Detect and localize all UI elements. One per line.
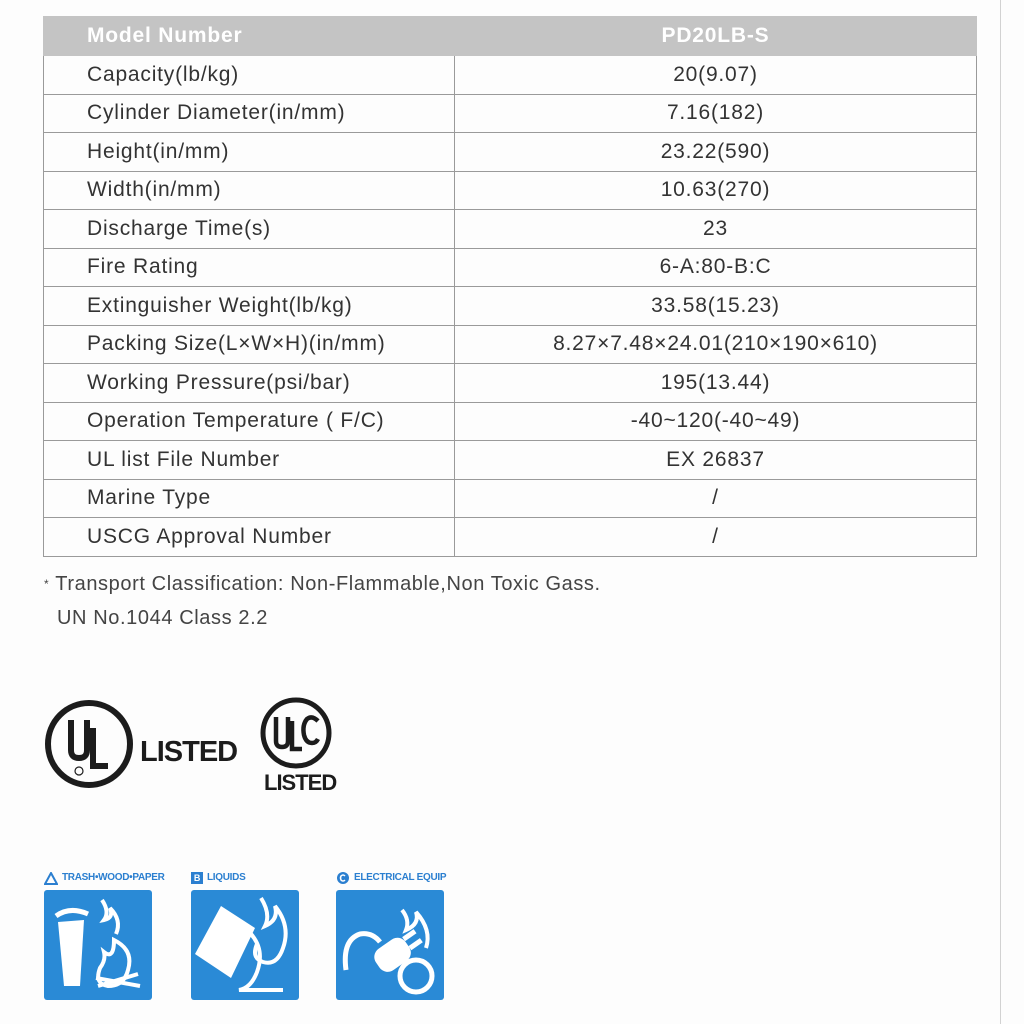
table-header-row	[44, 17, 977, 56]
row-label: Cylinder Diameter(in/mm)	[44, 94, 455, 133]
ulc-circle-icon	[258, 697, 334, 771]
row-value: /	[455, 518, 977, 557]
fire-class-a	[44, 870, 165, 1000]
table-row	[44, 56, 977, 95]
note-line-1	[44, 567, 601, 601]
row-value: 8.27×7.48×24.01(210×190×610)	[455, 325, 977, 364]
trash-wood-paper-icon	[44, 890, 152, 1000]
row-label: Packing Size(L×W×H)(in/mm)	[44, 325, 455, 364]
table-row	[44, 441, 977, 480]
row-value: 10.63(270)	[455, 171, 977, 210]
table-row	[44, 287, 977, 326]
table-row	[44, 364, 977, 403]
table-row	[44, 402, 977, 441]
ul-listed-logo	[44, 698, 238, 795]
row-value: 6-A:80-B:C	[455, 248, 977, 287]
ul-listed-text: LISTED	[140, 736, 238, 768]
note-marker: *	[44, 577, 50, 591]
note-text-1: Transport Classification: Non-Flammable,Non Toxic Gass.	[55, 573, 601, 595]
table-row	[44, 210, 977, 249]
fire-class-b-caption: LIQUIDS	[207, 872, 246, 883]
row-value: 33.58(15.23)	[455, 287, 977, 326]
header-label: Model Number	[44, 17, 455, 56]
ulc-listed-text: LISTED	[264, 770, 337, 795]
row-label: Extinguisher Weight(lb/kg)	[44, 287, 455, 326]
row-label: Height(in/mm)	[44, 133, 455, 172]
row-value: EX 26837	[455, 441, 977, 480]
fire-class-c-caption: ELECTRICAL EQUIP	[354, 872, 447, 883]
ul-circle-icon	[44, 698, 134, 790]
row-label: Capacity(lb/kg)	[44, 56, 455, 95]
row-label: Operation Temperature ( F/C)	[44, 402, 455, 441]
table-row	[44, 133, 977, 172]
ulc-listed-logo	[258, 697, 337, 795]
table-row	[44, 248, 977, 287]
row-value: -40~120(-40~49)	[455, 402, 977, 441]
transport-note	[44, 567, 601, 635]
fire-class-c	[336, 870, 446, 1000]
row-value: 7.16(182)	[455, 94, 977, 133]
row-label: Discharge Time(s)	[44, 210, 455, 249]
table-row	[44, 171, 977, 210]
circle-c-icon	[336, 871, 350, 885]
table-row	[44, 325, 977, 364]
liquids-icon	[191, 890, 299, 1000]
row-value: 195(13.44)	[455, 364, 977, 403]
fire-class-b	[191, 870, 299, 1000]
row-label: Marine Type	[44, 479, 455, 518]
fire-class-a-caption: TRASH•WOOD•PAPER	[62, 872, 165, 883]
row-label: Fire Rating	[44, 248, 455, 287]
page-edge-rule	[1000, 0, 1001, 1024]
row-label: USCG Approval Number	[44, 518, 455, 557]
electrical-equip-icon	[336, 890, 444, 1000]
header-model-value: PD20LB-S	[455, 17, 977, 56]
row-value: 20(9.07)	[455, 56, 977, 95]
row-label: UL list File Number	[44, 441, 455, 480]
table-row	[44, 94, 977, 133]
spec-table	[43, 16, 977, 557]
note-line-2: UN No.1044 Class 2.2	[57, 607, 268, 629]
row-value: 23	[455, 210, 977, 249]
row-value: /	[455, 479, 977, 518]
row-value: 23.22(590)	[455, 133, 977, 172]
row-label: Working Pressure(psi/bar)	[44, 364, 455, 403]
square-b-icon: B	[191, 872, 203, 884]
table-row	[44, 479, 977, 518]
table-row	[44, 518, 977, 557]
triangle-icon	[44, 872, 58, 885]
row-label: Width(in/mm)	[44, 171, 455, 210]
